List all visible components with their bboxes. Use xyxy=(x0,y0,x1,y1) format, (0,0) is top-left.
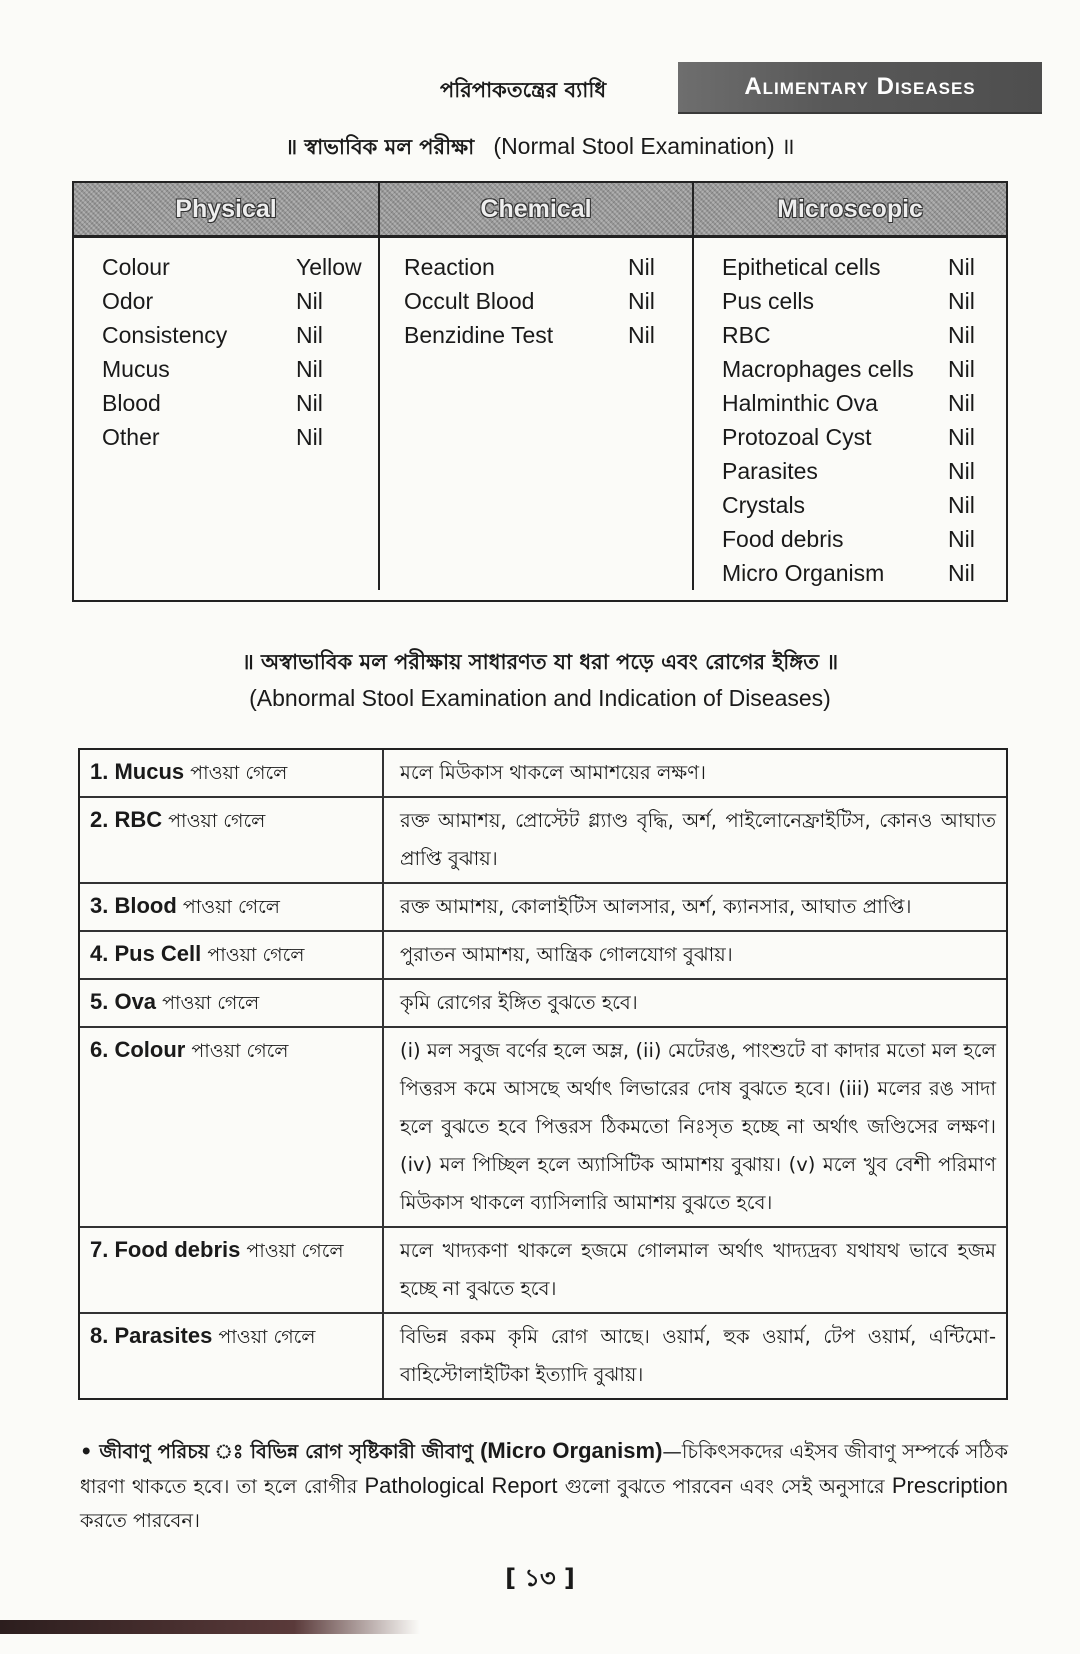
test-name: Benzidine Test xyxy=(404,322,554,348)
microscopic-row xyxy=(694,556,1006,590)
note-lead: • জীবাণু পরিচয় ঃ বিভিন্ন রোগ সৃষ্টিকারী জীবাণু xyxy=(80,1440,481,1463)
page-header xyxy=(0,60,1080,116)
finding-label: 3. Blood xyxy=(90,893,177,918)
abnormal-stool-table xyxy=(78,748,1008,1400)
test-name: Reaction xyxy=(404,254,495,280)
note-en-1: Pathological Report xyxy=(364,1473,558,1498)
note-en-2: Prescription xyxy=(891,1473,1009,1498)
chemical-row xyxy=(380,250,692,284)
chemical-column xyxy=(380,238,694,590)
test-value: Nil xyxy=(628,254,655,280)
finding-cell xyxy=(80,932,384,978)
test-value: Nil xyxy=(296,356,323,382)
normal-stool-table xyxy=(72,181,1008,602)
note-text-2: গুলো বুঝতে পারবেন এবং সেই অনুসারে xyxy=(557,1475,892,1498)
test-value: Nil xyxy=(296,424,323,450)
finding-cell xyxy=(80,798,384,882)
microscopic-row xyxy=(694,420,1006,454)
finding-cell xyxy=(80,1028,384,1226)
physical-row xyxy=(74,386,378,420)
test-value: Nil xyxy=(948,356,975,382)
physical-row xyxy=(74,250,378,284)
test-name: Pus cells xyxy=(722,288,815,314)
chemical-row xyxy=(380,284,692,318)
test-name: Other xyxy=(102,424,160,450)
finding-label: 6. Colour xyxy=(90,1037,186,1062)
test-value: Nil xyxy=(948,288,975,314)
physical-row xyxy=(74,318,378,352)
finding-suffix: পাওয়া গেলে xyxy=(156,992,260,1014)
test-name: Micro Organism xyxy=(722,560,885,586)
indication-row xyxy=(80,750,1006,798)
physical-row xyxy=(74,420,378,454)
microscopic-row xyxy=(694,386,1006,420)
note-text-1: —চিকিৎসকদের এইসব জীবাণু সম্পর্কে সঠিক ধারণা থাকতে হবে। তা হলে রোগীর xyxy=(80,1440,1008,1498)
note-lead-en: (Micro Organism) xyxy=(480,1438,663,1463)
test-value: Nil xyxy=(948,492,975,518)
indication-row xyxy=(80,1228,1006,1314)
finding-suffix: পাওয়া গেলে xyxy=(240,1240,344,1262)
note-text-3: করতে পারবেন। xyxy=(80,1509,200,1532)
indication-row xyxy=(80,1314,1006,1398)
indication-text: কৃমি রোগের ইঙ্গিত বুঝতে হবে। xyxy=(400,991,638,1014)
header-physical: Physical xyxy=(74,183,380,235)
finding-label: 4. Pus Cell xyxy=(90,941,202,966)
test-value: Nil xyxy=(628,288,655,314)
test-value: Nil xyxy=(296,390,323,416)
test-name: Blood xyxy=(102,390,161,416)
micro-organism-note xyxy=(80,1434,1008,1538)
indication-text: পুরাতন আমাশয়, আন্ত্রিক গোলযোগ বুঝায়। xyxy=(400,943,733,966)
test-value: Nil xyxy=(948,560,975,586)
indication-row xyxy=(80,980,1006,1028)
indication-text: রক্ত আমাশয়, কোলাইটিস আলসার, অর্শ, ক্যানসার, আঘাত প্রাপ্তি। xyxy=(400,895,912,918)
finding-suffix: পাওয়া গেলে xyxy=(212,1326,316,1348)
finding-label: 2. RBC xyxy=(90,807,163,832)
normal-exam-title-en: (Normal Stool Examination) ॥ xyxy=(493,133,795,159)
chapter-banner: Alimentary Diseases xyxy=(678,62,1042,114)
indication-text: মলে মিউকাস থাকলে আমাশয়ের লক্ষণ। xyxy=(400,761,706,784)
test-value: Nil xyxy=(948,424,975,450)
microscopic-column xyxy=(694,238,1006,590)
test-name: Colour xyxy=(102,254,170,280)
test-name: Halminthic Ova xyxy=(722,390,878,416)
header-chemical: Chemical xyxy=(380,183,694,235)
test-name: Occult Blood xyxy=(404,288,535,314)
indication-row xyxy=(80,798,1006,884)
physical-row xyxy=(74,284,378,318)
test-value: Nil xyxy=(628,322,655,348)
test-name: Mucus xyxy=(102,356,170,382)
finding-suffix: পাওয়া গেলে xyxy=(184,762,288,784)
finding-label: 1. Mucus xyxy=(90,759,185,784)
indication-text: (i) মল সবুজ বর্ণের হলে অম্ল, (ii) মেটেরঙ, পাংশুটে বা কাদার মতো মল হলে পিত্তরস কমে আসছে অর্থাৎ লিভারের দোষ বুঝতে হবে। (iii) মলের রঙ সাদা হলে বুঝতে হবে পিত্তরস ঠিকমতো নিঃসৃত হচ্ছে না অর্থাৎ জণ্ডিসের লক্ষণ। (iv) মল পিচ্ছিল হলে অ্যাসিটিক আমাশয় বুঝায়। (v) মলে খুব বেশী পরিমাণ মিউকাস থাকলে ব্যাসিলারি আমাশয় বুঝতে হবে। xyxy=(400,1039,996,1214)
indication-text: বিভিন্ন রকম কৃমি রোগ আছে। ওয়ার্ম, হুক ওয়ার্ম, টেপ ওয়ার্ম, এন্টিমো-বাহিস্টোলাইটিকা ইত্যাদি বুঝায়। xyxy=(400,1325,996,1386)
indication-row xyxy=(80,932,1006,980)
test-name: Consistency xyxy=(102,322,228,348)
test-value: Nil xyxy=(948,390,975,416)
test-value: Nil xyxy=(948,254,975,280)
test-name: Odor xyxy=(102,288,154,314)
finding-cell xyxy=(80,750,384,796)
microscopic-row xyxy=(694,454,1006,488)
test-name: Epithetical cells xyxy=(722,254,881,280)
finding-suffix: পাওয়া গেলে xyxy=(185,1040,289,1062)
test-name: Crystals xyxy=(722,492,806,518)
microscopic-row xyxy=(694,284,1006,318)
chemical-row xyxy=(380,318,692,352)
abnormal-exam-title-en: (Abnormal Stool Examination and Indication of Diseases) xyxy=(249,685,831,711)
test-value: Nil xyxy=(296,322,323,348)
indication-row xyxy=(80,884,1006,932)
indication-text: রক্ত আমাশয়, প্রোস্টেট গ্ল্যাণ্ড বৃদ্ধি, অর্শ, পাইলোনেফ্রাইটিস, কোনও আঘাত প্রাপ্তি বুঝায়। xyxy=(400,809,996,870)
normal-exam-title xyxy=(0,130,1080,163)
running-head: পরিপাকতন্ত্রের ব্যাধি xyxy=(440,78,607,102)
finding-suffix: পাওয়া গেলে xyxy=(162,810,266,832)
header-microscopic: Microscopic xyxy=(777,194,923,223)
finding-cell xyxy=(80,1314,384,1398)
finding-cell xyxy=(80,1228,384,1312)
test-name: Macrophages cells xyxy=(722,356,914,382)
abnormal-exam-title-bn: ॥ অস্বাভাবিক মল পরীক্ষায় সাধারণত যা ধরা পড়ে এবং রোগের ইঙ্গিত ॥ xyxy=(241,650,839,674)
test-value: Nil xyxy=(948,526,975,552)
indication-row xyxy=(80,1028,1006,1228)
microscopic-row xyxy=(694,250,1006,284)
microscopic-row xyxy=(694,318,1006,352)
finding-suffix: পাওয়া গেলে xyxy=(201,944,305,966)
finding-label: 8. Parasites xyxy=(90,1323,213,1348)
page-number: [ ১৩ ] xyxy=(505,1564,575,1592)
finding-cell xyxy=(80,980,384,1026)
test-name: Parasites xyxy=(722,458,818,484)
finding-label: 5. Ova xyxy=(90,989,157,1014)
test-value: Yellow xyxy=(296,254,362,280)
finding-suffix: পাওয়া গেলে xyxy=(176,896,280,918)
test-value: Nil xyxy=(296,288,323,314)
normal-exam-title-bn: ॥ স্বাভাবিক মল পরীক্ষা xyxy=(285,135,475,159)
test-name: RBC xyxy=(722,322,771,348)
test-name: Food debris xyxy=(722,526,844,552)
physical-column xyxy=(74,238,380,590)
normal-table-header xyxy=(74,183,1006,238)
microscopic-row xyxy=(694,488,1006,522)
finding-cell xyxy=(80,884,384,930)
microscopic-row xyxy=(694,522,1006,556)
indication-text: মলে খাদ্যকণা থাকলে হজমে গোলমাল অর্থাৎ খাদ্যদ্রব্য যথাযথ ভাবে হজম হচ্ছে না বুঝতে হবে। xyxy=(400,1239,996,1300)
microscopic-row xyxy=(694,352,1006,386)
test-value: Nil xyxy=(948,322,975,348)
test-name: Protozoal Cyst xyxy=(722,424,872,450)
physical-row xyxy=(74,352,378,386)
test-value: Nil xyxy=(948,458,975,484)
finding-label: 7. Food debris xyxy=(90,1237,241,1262)
